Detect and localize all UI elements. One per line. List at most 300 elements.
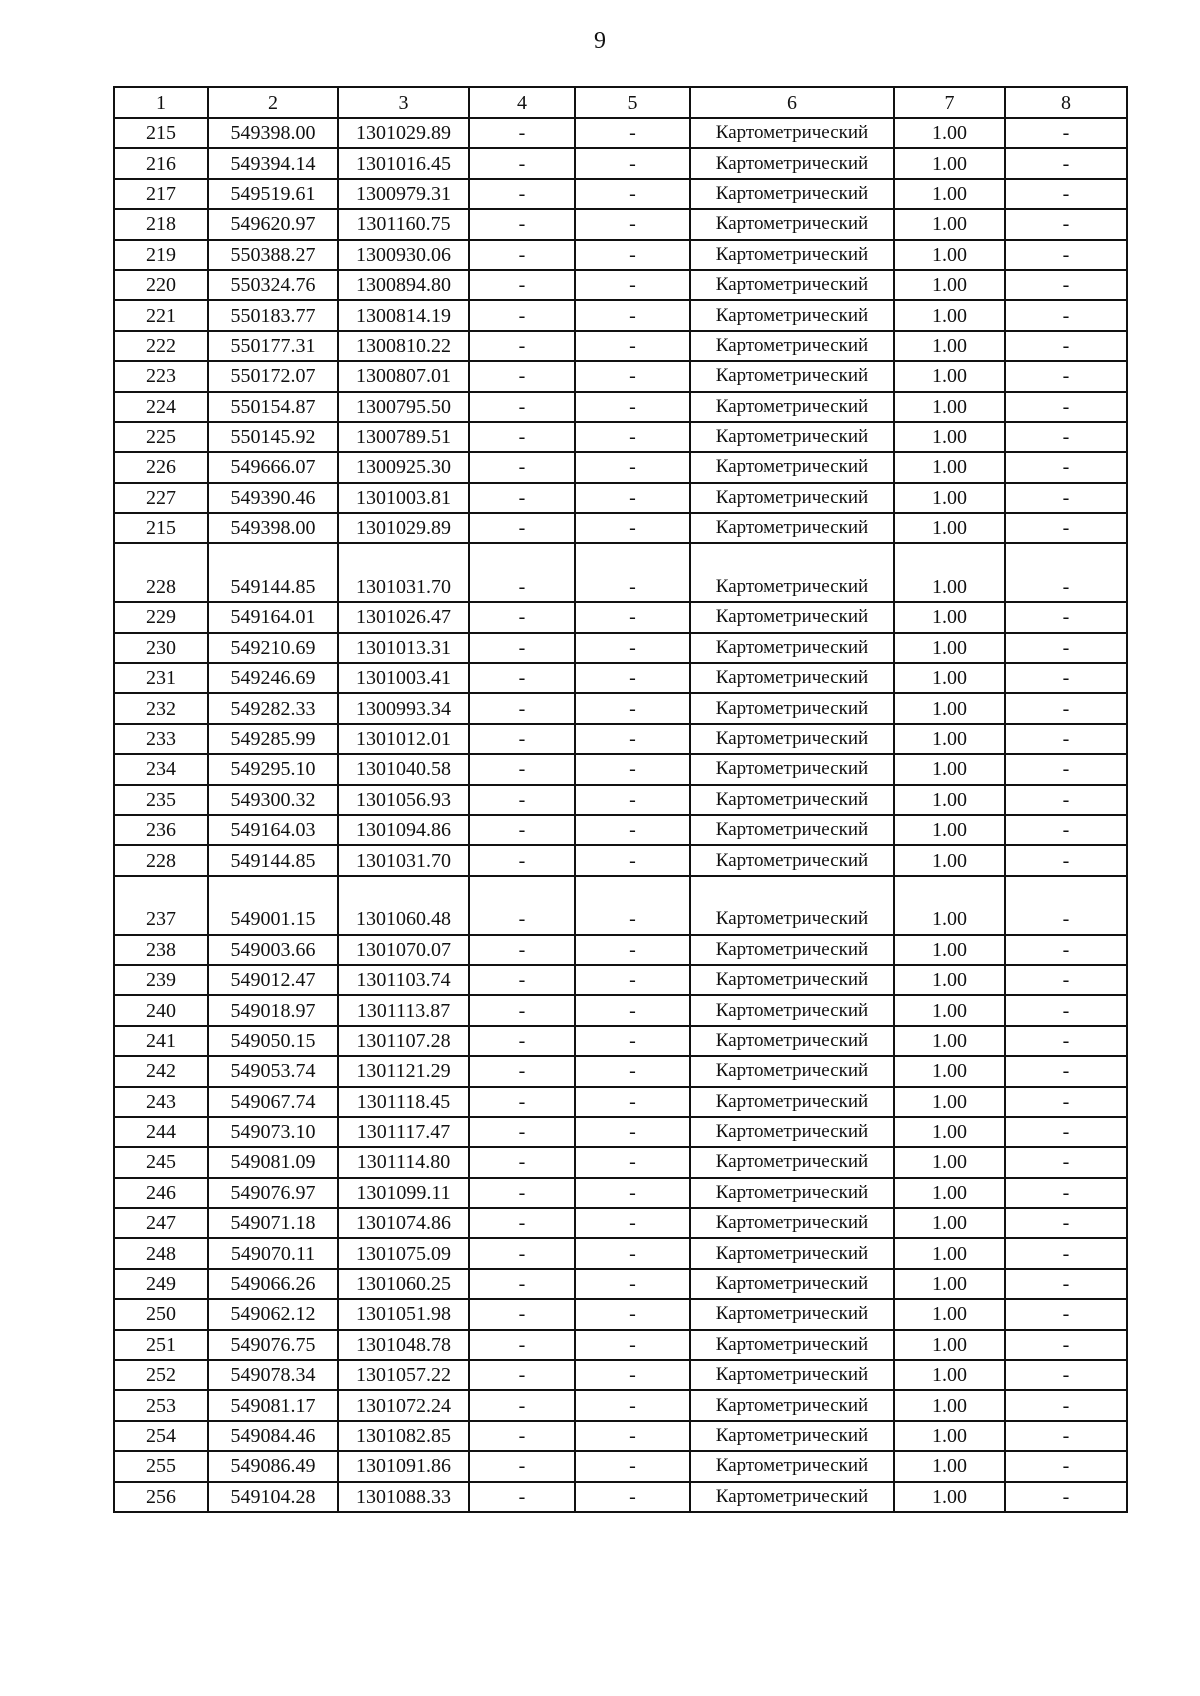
column-5-cell: -: [575, 724, 690, 754]
column-header: 3: [338, 87, 469, 118]
point-number-cell: 238: [114, 935, 208, 965]
column-8-cell: -: [1005, 1087, 1127, 1117]
column-4-cell: -: [469, 1147, 575, 1177]
column-4-cell: -: [469, 785, 575, 815]
column-5-cell: -: [575, 633, 690, 663]
column-4-cell: -: [469, 361, 575, 391]
x-coordinate-cell: 549084.46: [208, 1421, 338, 1451]
x-coordinate-cell: [208, 876, 338, 905]
column-5-cell: -: [575, 270, 690, 300]
column-5-cell: -: [575, 1147, 690, 1177]
column-5-cell: -: [575, 845, 690, 875]
column-4-cell: -: [469, 392, 575, 422]
method-cell: Картометрический: [690, 1269, 894, 1299]
column-4-cell: -: [469, 513, 575, 543]
method-cell: Картометрический: [690, 935, 894, 965]
column-8-cell: -: [1005, 148, 1127, 178]
accuracy-cell: 1.00: [894, 905, 1005, 934]
y-coordinate-cell: 1301074.86: [338, 1208, 469, 1238]
column-8-cell: -: [1005, 663, 1127, 693]
table-row: [114, 300, 1127, 330]
y-coordinate-cell: 1301094.86: [338, 815, 469, 845]
column-5-cell: -: [575, 118, 690, 148]
accuracy-cell: 1.00: [894, 1330, 1005, 1360]
column-4-cell: -: [469, 1390, 575, 1420]
x-coordinate-cell: 549053.74: [208, 1056, 338, 1086]
method-cell: Картометрический: [690, 513, 894, 543]
point-number-cell: 216: [114, 148, 208, 178]
accuracy-cell: 1.00: [894, 1421, 1005, 1451]
x-coordinate-cell: 549164.01: [208, 602, 338, 632]
x-coordinate-cell: 549067.74: [208, 1087, 338, 1117]
point-number-cell: 243: [114, 1087, 208, 1117]
column-8-cell: -: [1005, 905, 1127, 934]
method-cell: Картометрический: [690, 573, 894, 602]
x-coordinate-cell: 549018.97: [208, 995, 338, 1025]
column-8-cell: -: [1005, 815, 1127, 845]
column-5-cell: -: [575, 300, 690, 330]
x-coordinate-cell: 549062.12: [208, 1299, 338, 1329]
accuracy-cell: 1.00: [894, 513, 1005, 543]
column-4-cell: -: [469, 331, 575, 361]
column-5-cell: -: [575, 1390, 690, 1420]
y-coordinate-cell: 1300789.51: [338, 422, 469, 452]
x-coordinate-cell: 549620.97: [208, 209, 338, 239]
x-coordinate-cell: 549071.18: [208, 1208, 338, 1238]
method-cell: Картометрический: [690, 331, 894, 361]
accuracy-cell: 1.00: [894, 270, 1005, 300]
accuracy-cell: 1.00: [894, 1482, 1005, 1512]
accuracy-cell: 1.00: [894, 1299, 1005, 1329]
column-8-cell: -: [1005, 693, 1127, 723]
method-cell: Картометрический: [690, 148, 894, 178]
point-number-cell: 232: [114, 693, 208, 723]
column-4-cell: -: [469, 148, 575, 178]
column-8-cell: -: [1005, 573, 1127, 602]
column-4-cell: -: [469, 1056, 575, 1086]
accuracy-cell: 1.00: [894, 724, 1005, 754]
column-8-cell: -: [1005, 602, 1127, 632]
column-4-cell: -: [469, 1299, 575, 1329]
column-5-cell: -: [575, 331, 690, 361]
accuracy-cell: 1.00: [894, 392, 1005, 422]
point-number-cell: 224: [114, 392, 208, 422]
y-coordinate-cell: 1301091.86: [338, 1451, 469, 1481]
accuracy-cell: 1.00: [894, 663, 1005, 693]
table-row: [114, 845, 1127, 875]
y-coordinate-cell: 1301003.81: [338, 483, 469, 513]
y-coordinate-cell: [338, 543, 469, 572]
x-coordinate-cell: [208, 543, 338, 572]
accuracy-cell: 1.00: [894, 240, 1005, 270]
column-4-cell: -: [469, 1451, 575, 1481]
column-5-cell: [575, 543, 690, 572]
column-4-cell: -: [469, 1482, 575, 1512]
x-coordinate-cell: 549210.69: [208, 633, 338, 663]
column-header: 4: [469, 87, 575, 118]
point-number-cell: 226: [114, 452, 208, 482]
table-row: [114, 693, 1127, 723]
column-header: 1: [114, 87, 208, 118]
column-4-cell: -: [469, 1178, 575, 1208]
column-8-cell: [1005, 543, 1127, 572]
table-row: [114, 1056, 1127, 1086]
column-4-cell: -: [469, 724, 575, 754]
column-header: 7: [894, 87, 1005, 118]
method-cell: Картометрический: [690, 209, 894, 239]
column-5-cell: -: [575, 1421, 690, 1451]
column-5-cell: -: [575, 452, 690, 482]
column-8-cell: -: [1005, 1360, 1127, 1390]
x-coordinate-cell: 549066.26: [208, 1269, 338, 1299]
point-number-cell: [114, 543, 208, 572]
column-5-cell: -: [575, 1330, 690, 1360]
table-row: [114, 995, 1127, 1025]
method-cell: Картометрический: [690, 1087, 894, 1117]
point-number-cell: 220: [114, 270, 208, 300]
y-coordinate-cell: 1301070.07: [338, 935, 469, 965]
column-8-cell: -: [1005, 1451, 1127, 1481]
x-coordinate-cell: 549086.49: [208, 1451, 338, 1481]
column-8-cell: -: [1005, 179, 1127, 209]
x-coordinate-cell: 549398.00: [208, 513, 338, 543]
x-coordinate-cell: 549394.14: [208, 148, 338, 178]
page-number: 9: [594, 28, 606, 54]
accuracy-cell: 1.00: [894, 118, 1005, 148]
method-cell: Картометрический: [690, 1208, 894, 1238]
accuracy-cell: 1.00: [894, 935, 1005, 965]
point-number-cell: 240: [114, 995, 208, 1025]
column-4-cell: [469, 876, 575, 905]
column-8-cell: -: [1005, 633, 1127, 663]
column-4-cell: -: [469, 995, 575, 1025]
point-number-cell: 241: [114, 1026, 208, 1056]
y-coordinate-cell: 1301029.89: [338, 118, 469, 148]
accuracy-cell: 1.00: [894, 452, 1005, 482]
column-8-cell: -: [1005, 1178, 1127, 1208]
table-row: [114, 1208, 1127, 1238]
column-8-cell: -: [1005, 209, 1127, 239]
method-cell: Картометрический: [690, 240, 894, 270]
x-coordinate-cell: 549398.00: [208, 118, 338, 148]
table-row: [114, 815, 1127, 845]
method-cell: Картометрический: [690, 361, 894, 391]
column-4-cell: -: [469, 1087, 575, 1117]
point-number-cell: 234: [114, 754, 208, 784]
column-4-cell: -: [469, 1208, 575, 1238]
column-4-cell: -: [469, 1269, 575, 1299]
accuracy-cell: 1.00: [894, 1147, 1005, 1177]
x-coordinate-cell: 549144.85: [208, 573, 338, 602]
column-5-cell: -: [575, 1087, 690, 1117]
x-coordinate-cell: 549300.32: [208, 785, 338, 815]
y-coordinate-cell: 1301048.78: [338, 1330, 469, 1360]
accuracy-cell: 1.00: [894, 785, 1005, 815]
column-8-cell: -: [1005, 965, 1127, 995]
column-4-cell: -: [469, 422, 575, 452]
accuracy-cell: 1.00: [894, 1451, 1005, 1481]
table-row: [114, 513, 1127, 543]
y-coordinate-cell: 1301026.47: [338, 602, 469, 632]
column-4-cell: -: [469, 815, 575, 845]
accuracy-cell: 1.00: [894, 633, 1005, 663]
method-cell: Картометрический: [690, 1360, 894, 1390]
y-coordinate-cell: 1301160.75: [338, 209, 469, 239]
accuracy-cell: 1.00: [894, 422, 1005, 452]
method-cell: Картометрический: [690, 1330, 894, 1360]
table-row: [114, 1269, 1127, 1299]
point-number-cell: 217: [114, 179, 208, 209]
accuracy-cell: 1.00: [894, 1390, 1005, 1420]
method-cell: Картометрический: [690, 300, 894, 330]
point-number-cell: 248: [114, 1238, 208, 1268]
table-row: [114, 1147, 1127, 1177]
column-8-cell: -: [1005, 1299, 1127, 1329]
method-cell: Картометрический: [690, 995, 894, 1025]
column-5-cell: -: [575, 513, 690, 543]
table-row: [114, 935, 1127, 965]
point-number-cell: 230: [114, 633, 208, 663]
x-coordinate-cell: 549081.09: [208, 1147, 338, 1177]
column-5-cell: -: [575, 1238, 690, 1268]
y-coordinate-cell: 1301056.93: [338, 785, 469, 815]
table-row: [114, 452, 1127, 482]
column-5-cell: -: [575, 935, 690, 965]
method-cell: Картометрический: [690, 693, 894, 723]
column-5-cell: -: [575, 1056, 690, 1086]
accuracy-cell: 1.00: [894, 995, 1005, 1025]
accuracy-cell: 1.00: [894, 1360, 1005, 1390]
column-4-cell: -: [469, 633, 575, 663]
x-coordinate-cell: 549282.33: [208, 693, 338, 723]
method-cell: Картометрический: [690, 270, 894, 300]
column-8-cell: -: [1005, 1208, 1127, 1238]
accuracy-cell: 1.00: [894, 1056, 1005, 1086]
table-header-row: [114, 87, 1127, 118]
y-coordinate-cell: 1300993.34: [338, 693, 469, 723]
y-coordinate-cell: 1300925.30: [338, 452, 469, 482]
method-cell: Картометрический: [690, 1451, 894, 1481]
method-cell: Картометрический: [690, 1421, 894, 1451]
method-cell: Картометрический: [690, 965, 894, 995]
column-5-cell: -: [575, 1178, 690, 1208]
column-4-cell: -: [469, 754, 575, 784]
column-4-cell: -: [469, 1360, 575, 1390]
column-8-cell: -: [1005, 1390, 1127, 1420]
x-coordinate-cell: 549519.61: [208, 179, 338, 209]
column-8-cell: -: [1005, 300, 1127, 330]
column-4-cell: -: [469, 240, 575, 270]
column-header: 5: [575, 87, 690, 118]
method-cell: Картометрический: [690, 663, 894, 693]
accuracy-cell: 1.00: [894, 361, 1005, 391]
y-coordinate-cell: 1301057.22: [338, 1360, 469, 1390]
table-row: [114, 1238, 1127, 1268]
table-row: [114, 422, 1127, 452]
y-coordinate-cell: 1301029.89: [338, 513, 469, 543]
x-coordinate-cell: 549666.07: [208, 452, 338, 482]
y-coordinate-cell: 1300810.22: [338, 331, 469, 361]
column-header: 8: [1005, 87, 1127, 118]
table-row: [114, 1026, 1127, 1056]
column-8-cell: -: [1005, 754, 1127, 784]
column-5-cell: -: [575, 148, 690, 178]
y-coordinate-cell: 1301103.74: [338, 965, 469, 995]
table-row: [114, 118, 1127, 148]
table-row: [114, 240, 1127, 270]
column-8-cell: -: [1005, 1147, 1127, 1177]
column-5-cell: -: [575, 1299, 690, 1329]
table-row: [114, 331, 1127, 361]
method-cell: Картометрический: [690, 1117, 894, 1147]
point-number-cell: 246: [114, 1178, 208, 1208]
column-8-cell: -: [1005, 1330, 1127, 1360]
column-5-cell: -: [575, 573, 690, 602]
column-8-cell: -: [1005, 240, 1127, 270]
table-row: [114, 1299, 1127, 1329]
y-coordinate-cell: 1301088.33: [338, 1482, 469, 1512]
column-4-cell: -: [469, 452, 575, 482]
method-cell: Картометрический: [690, 1056, 894, 1086]
accuracy-cell: [894, 876, 1005, 905]
table-row: [114, 392, 1127, 422]
column-5-cell: -: [575, 602, 690, 632]
column-8-cell: -: [1005, 1269, 1127, 1299]
column-4-cell: -: [469, 118, 575, 148]
method-cell: Картометрический: [690, 1482, 894, 1512]
y-coordinate-cell: 1301114.80: [338, 1147, 469, 1177]
table-row: [114, 361, 1127, 391]
table-row: [114, 209, 1127, 239]
point-number-cell: 228: [114, 845, 208, 875]
point-number-cell: 254: [114, 1421, 208, 1451]
accuracy-cell: 1.00: [894, 965, 1005, 995]
point-number-cell: 222: [114, 331, 208, 361]
column-8-cell: -: [1005, 422, 1127, 452]
column-8-cell: -: [1005, 331, 1127, 361]
point-number-cell: 215: [114, 118, 208, 148]
column-4-cell: -: [469, 270, 575, 300]
method-cell: Картометрический: [690, 602, 894, 632]
column-4-cell: -: [469, 845, 575, 875]
x-coordinate-cell: 549078.34: [208, 1360, 338, 1390]
point-number-cell: 228: [114, 573, 208, 602]
y-coordinate-cell: 1301075.09: [338, 1238, 469, 1268]
method-cell: Картометрический: [690, 785, 894, 815]
column-5-cell: -: [575, 1208, 690, 1238]
point-number-cell: 227: [114, 483, 208, 513]
y-coordinate-cell: 1301040.58: [338, 754, 469, 784]
y-coordinate-cell: 1301118.45: [338, 1087, 469, 1117]
point-number-cell: 255: [114, 1451, 208, 1481]
point-number-cell: 250: [114, 1299, 208, 1329]
column-4-cell: -: [469, 179, 575, 209]
y-coordinate-cell: 1301031.70: [338, 845, 469, 875]
y-coordinate-cell: 1301107.28: [338, 1026, 469, 1056]
accuracy-cell: 1.00: [894, 1238, 1005, 1268]
table-row: [114, 1390, 1127, 1420]
y-coordinate-cell: 1300930.06: [338, 240, 469, 270]
column-5-cell: -: [575, 693, 690, 723]
column-5-cell: -: [575, 179, 690, 209]
column-4-cell: -: [469, 693, 575, 723]
table-row: [114, 1482, 1127, 1512]
table-row: [114, 905, 1127, 934]
column-8-cell: -: [1005, 1026, 1127, 1056]
column-5-cell: -: [575, 965, 690, 995]
x-coordinate-cell: 549001.15: [208, 905, 338, 934]
accuracy-cell: 1.00: [894, 483, 1005, 513]
column-8-cell: -: [1005, 118, 1127, 148]
y-coordinate-cell: 1301012.01: [338, 724, 469, 754]
coordinates-table: [113, 86, 1128, 1513]
table-row: [114, 663, 1127, 693]
column-4-cell: -: [469, 935, 575, 965]
point-number-cell: [114, 876, 208, 905]
method-cell: Картометрический: [690, 118, 894, 148]
method-cell: Картометрический: [690, 483, 894, 513]
column-5-cell: [575, 876, 690, 905]
x-coordinate-cell: 550324.76: [208, 270, 338, 300]
x-coordinate-cell: 549144.85: [208, 845, 338, 875]
method-cell: Картометрический: [690, 1299, 894, 1329]
point-number-cell: 233: [114, 724, 208, 754]
table-row: [114, 754, 1127, 784]
point-number-cell: 239: [114, 965, 208, 995]
table-row: [114, 1330, 1127, 1360]
column-5-cell: -: [575, 392, 690, 422]
point-number-cell: 218: [114, 209, 208, 239]
column-8-cell: -: [1005, 452, 1127, 482]
point-number-cell: 215: [114, 513, 208, 543]
y-coordinate-cell: 1300894.80: [338, 270, 469, 300]
point-number-cell: 245: [114, 1147, 208, 1177]
accuracy-cell: 1.00: [894, 693, 1005, 723]
method-cell: Картометрический: [690, 633, 894, 663]
table-row: [114, 602, 1127, 632]
point-number-cell: 219: [114, 240, 208, 270]
column-5-cell: -: [575, 1360, 690, 1390]
table-row: [114, 573, 1127, 602]
column-4-cell: -: [469, 1117, 575, 1147]
column-4-cell: -: [469, 483, 575, 513]
y-coordinate-cell: 1300814.19: [338, 300, 469, 330]
column-4-cell: -: [469, 1026, 575, 1056]
table-row: [114, 1087, 1127, 1117]
accuracy-cell: 1.00: [894, 209, 1005, 239]
column-5-cell: -: [575, 995, 690, 1025]
table-row: [114, 633, 1127, 663]
x-coordinate-cell: 550177.31: [208, 331, 338, 361]
x-coordinate-cell: 549081.17: [208, 1390, 338, 1420]
column-8-cell: [1005, 876, 1127, 905]
column-4-cell: -: [469, 663, 575, 693]
point-number-cell: 251: [114, 1330, 208, 1360]
column-5-cell: -: [575, 483, 690, 513]
column-8-cell: -: [1005, 361, 1127, 391]
column-5-cell: -: [575, 785, 690, 815]
y-coordinate-cell: 1301117.47: [338, 1117, 469, 1147]
y-coordinate-cell: 1300795.50: [338, 392, 469, 422]
y-coordinate-cell: 1301113.87: [338, 995, 469, 1025]
column-4-cell: -: [469, 965, 575, 995]
y-coordinate-cell: 1301099.11: [338, 1178, 469, 1208]
method-cell: Картометрический: [690, 452, 894, 482]
column-5-cell: -: [575, 754, 690, 784]
table-row: [114, 1421, 1127, 1451]
method-cell: Картометрический: [690, 422, 894, 452]
table-body: [114, 118, 1127, 1512]
